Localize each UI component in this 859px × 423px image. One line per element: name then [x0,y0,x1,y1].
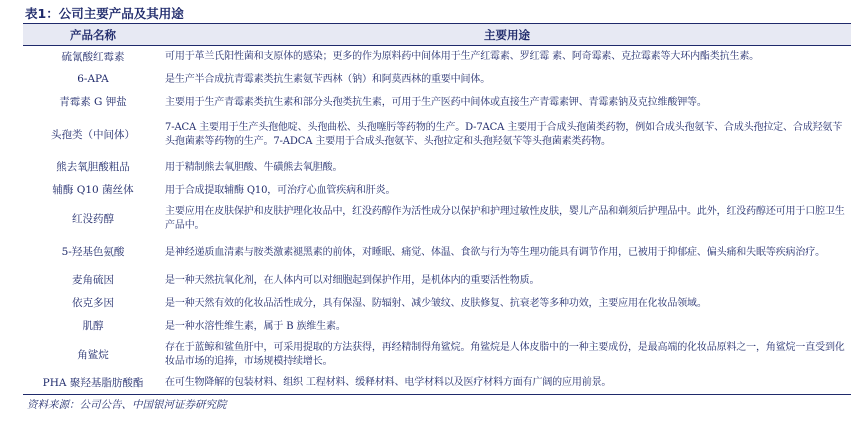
header-main-use: 主要用途 [484,27,530,42]
product-name: 角鲨烷 [77,348,109,361]
product-use: 是一种水溶性维生素，属于 B 族维生素。 [165,320,346,332]
table-row [23,315,851,338]
table-row [23,292,851,315]
table-row [23,236,851,269]
table-header [23,23,851,46]
product-use: 主要应用在皮肤保护和皮肤护理化妆品中，红没药醇作为活性成分以保护和护理过敏性皮肤，婴儿产品和剃须后护理品中。此外，红没药醇还可用于口腔卫生产品中。 [165,206,845,231]
product-use: 是一种天然抗氧化剂，在人体内可以对细胞起到保护作用，是机体内的重要活性物质。 [165,274,540,286]
product-name: 6-APA [77,73,109,85]
product-name: 辅酶 Q10 菌丝体 [52,184,134,196]
table-row [23,338,851,372]
table-row [23,269,851,292]
product-name: 5-羟基色氨酸 [61,246,125,258]
product-use: 在可生物降解的包装材料、组织 工程材料、缓释材料、电学材料以及医疗材料方面有广阔的应用前景。 [165,377,612,388]
product-use: 主要用于生产青霉素类抗生素和部分头孢类抗生素，可用于生产医药中间体或直接生产青霉素钾、青霉素钠及克拉维酸钾等。 [165,96,707,108]
source-note: 资料来源：公司公告、中国银河证券研究院 [27,399,227,411]
header-product-name: 产品名称 [70,27,116,42]
product-name: 依克多因 [72,297,114,309]
product-name: 肌醇 [82,320,104,332]
table-row [23,68,851,91]
product-name: 红没药醇 [72,212,114,225]
product-name: PHA 聚羟基脂肪酸酯 [42,376,144,389]
table-row [23,114,851,156]
product-use: 7-ACA 主要用于生产头孢他啶、头孢曲松、头孢噻肟等药物的生产。D-7ACA 主要用于合成头孢菌类药物，例如合成头孢氨苄、合成头孢拉定、合成羟氨苄头孢菌素等药物的生产。7-ADCA 主要用于合成头孢氨苄、头孢拉定和头孢羟氨苄等头孢菌素类药物。 [165,122,843,147]
product-name: 青霉素 G 钾盐 [59,96,127,108]
product-use: 是神经递质血清素与胺类激素褪黑素的前体，对睡眠、痛觉、体温、食欲与行为等生理功能具有调节作用，已被用于抑郁症、偏头痛和失眠等疾病治疗。 [165,246,825,258]
product-name: 麦角硫因 [72,274,114,286]
table-row [23,156,851,179]
products-table [23,23,851,395]
product-name: 熊去氧胆酸粗品 [56,161,130,173]
product-use: 用于精制熊去氧胆酸、牛磺熊去氧胆酸。 [165,161,343,173]
product-use: 可用于革兰氏阳性菌和支原体的感染；更多的作为原料药中间体用于生产红霉素、罗红霉 素、阿奇霉素、克拉霉素等大环内酯类抗生素。 [165,51,760,62]
product-use: 是一种天然有效的化妆品活性成分，具有保湿、防辐射、减少皱纹、皮肤修复、抗衰老等多种功效，主要应用在化妆品领域。 [165,297,707,309]
table-caption: 表1：公司主要产品及其用途 [25,6,184,21]
table-row [23,202,851,236]
table-row [23,179,851,202]
product-use: 用于合成提取辅酶 Q10，可治疗心血管疾病和肝炎。 [165,184,396,196]
product-name: 头孢类（中间体） [51,128,135,141]
table-row [23,46,851,68]
table-row [23,372,851,394]
product-name: 硫氰酸红霉素 [61,50,125,63]
product-use: 是生产半合成抗青霉素类抗生素氨苄西林（钠）和阿莫西林的重要中间体。 [165,73,491,85]
table-row [23,91,851,114]
product-use: 存在于蓝鲸和鲨鱼肝中，可采用提取的方法获得，再经精制得角鲨烷。角鲨烷是人体皮脂中的一种主要成份，是最高端的化妆品原料之一，角鲨烷一直受到化妆品市场的追捧，市场规模持续增长。 [165,342,845,367]
document [23,6,851,412]
